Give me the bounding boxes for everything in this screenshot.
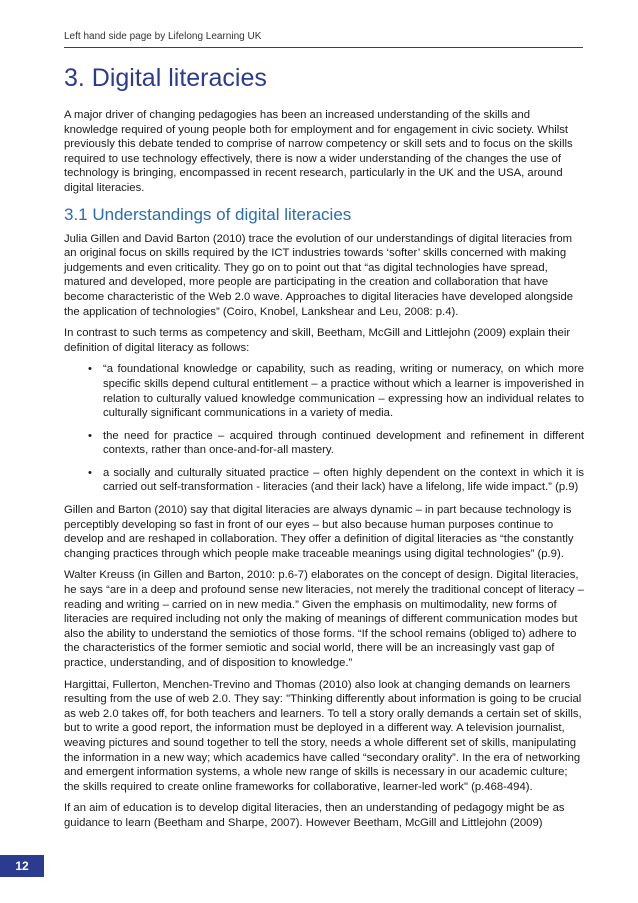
list-item-text: a socially and culturally situated practice – often highly dependent on the context in which it is carried out self-transformation - literacies (and their lack) have a lifelong, life wide impact.” (p.9) [103,466,584,494]
section-title: 3. Digital literacies [64,64,267,92]
running-header: Left hand side page by Lifelong Learning UK [64,31,262,42]
bullet-icon: • [88,363,92,376]
header-rule [64,47,583,48]
subsection-title: 3.1 Understandings of digital literacies [64,204,352,224]
paragraph-4: Walter Kreuss (in Gillen and Barton, 2010: p.6-7) elaborates on the concept of design. Digital literacies, he says “are in a deep and profound sense new literacies, not merely the traditional concept of literacy – reading and writing – carried on in new media.” Given the emphasis on multimodality, new forms of literacies are required including not only the making of meanings of different communication modes but also the ability to understand the semiotics of those forms. “If the school remains (obliged to) adhere to the characteristics of the former semiotic and social world, there will be an increasingly vast gap of practice, understanding, and of disposition to knowledge.” [64,569,584,669]
definition-list [64,362,584,495]
page-content [64,58,584,838]
paragraph-1: Julia Gillen and David Barton (2010) trace the evolution of our understandings of digital literacies from an original focus on skills required by the ICT industries towards ‘softer’ skills concerned with making judgements and even criticality. They go on to point out that “as digital technologies have spread, matured and developed, more people are participating in the creation and collaboration that have become characteristic of the Web 2.0 wave. Approaches to digital literacies have developed alongside the application of technologies” (Coiro, Knobel, Lankshear and Leu, 2008: p.4). [64,232,574,318]
bullet-icon: • [88,466,92,479]
paragraph-2: In contrast to such terms as competency and skill, Beetham, McGill and Littlejohn (2009) explain their definition of digital literacy as follows: [64,327,571,354]
paragraph-6: If an aim of education is to develop digital literacies, then an understanding of pedagogy might be as guidance to learn (Beetham and Sharpe, 2007). However Beetham, McGill and Littlejohn (2009) [64,802,565,829]
list-item [64,466,584,495]
list-item-text: the need for practice – acquired through continued development and refinement in different contexts, rather than once-and-for-all mastery. [103,429,584,457]
section-intro: A major driver of changing pedagogies has been an increased understanding of the skills and knowledge required of young people both for employment and for engagement in civic society. Whilst previously this debate tended to comprise of narrow competency or skill sets and to focus on the skills required to use technology effectively, there is now a wider understanding of the changes the use of technology is bringing, encompassed in recent research, particularly in the UK and the USA, around digital literacies. [64,109,573,194]
list-item [64,429,584,458]
paragraph-3: Gillen and Barton (2010) say that digital literacies are always dynamic – in part because technology is perceptibly developing so fast in front of our eyes – but also because human purposes continue to develop and are reshaped in collaboration. They offer a definition of digital literacies as “the constantly changing practices through which people make traceable meanings using digital technologies” (p.9). [64,504,574,560]
page-number-badge: 12 [0,855,44,877]
paragraph-5: Hargittai, Fullerton, Menchen-Trevino and Thomas (2010) also look at changing demands on learners resulting from the use of web 2.0. They say: "Thinking differently about information is going to be crucial as web 2.0 takes off, for both teachers and learners. To tell a story orally demands a certain set of skills, but to write a good report, the information must be deployed in a different way. A television journalist, weaving pictures and sound together to tell the story, needs a whole different set of skills, manipulating the information in a new way; which academics have called “secondary orality”. In the era of networking and emergent information systems, a whole new range of skills is necessary in our academic culture; the skills required to create online frameworks for collaborative, learner-led work" (p.468-494). [64,678,582,793]
list-item [64,362,584,420]
bullet-icon: • [88,429,92,442]
list-item-text: “a foundational knowledge or capability, such as reading, writing or numeracy, on which more specific skills depend cultural entitlement – a practice without which a learner is impoverished in relation to culturally valued knowledge communication – expressing how an individual relates to culturally significant communications in a variety of media. [103,363,584,420]
